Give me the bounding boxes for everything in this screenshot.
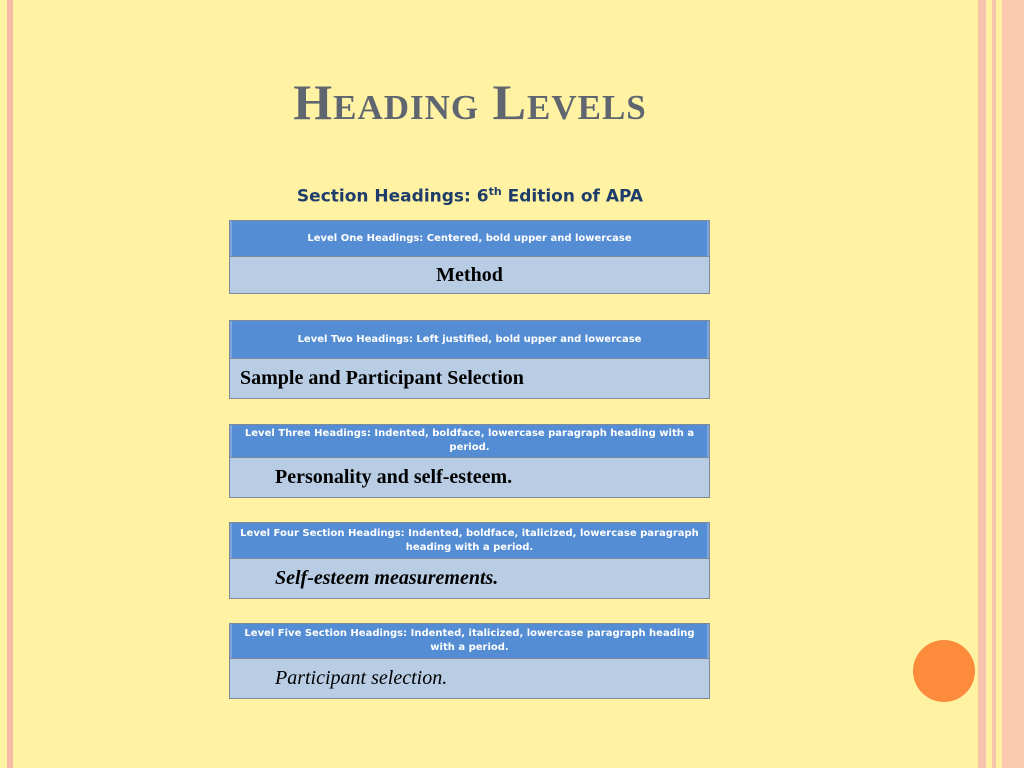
orange-circle-decoration [913,640,975,702]
subtitle-suffix: Edition of APA [501,186,644,207]
level-four-example: Self-esteem measurements. [230,558,709,598]
subtitle-prefix: Section Headings: 6 [296,186,489,207]
level-three-description: Level Three Headings: Indented, boldface, lowercase paragraph heading with a period. [230,425,709,457]
level-one-table [229,220,710,294]
level-two-table [229,320,710,399]
level-five-example: Participant selection. [230,658,709,698]
level-three-table [229,424,710,498]
subtitle-superscript: th [488,185,502,198]
level-four-table [229,522,710,599]
right-decorative-band [1002,0,1024,768]
level-one-example: Method [230,256,709,293]
level-three-example: Personality and self-esteem. [230,457,709,497]
level-four-description: Level Four Section Headings: Indented, boldface, italicized, lowercase paragraph heading with a period. [230,523,709,558]
right-decorative-stripe [978,0,986,768]
level-one-description: Level One Headings: Centered, bold upper and lowercase [230,221,709,256]
level-two-description: Level Two Headings: Left justified, bold upper and lowercase [230,321,709,358]
level-five-description: Level Five Section Headings: Indented, italicized, lowercase paragraph heading with a period. [230,624,709,658]
level-two-example: Sample and Participant Selection [230,358,709,398]
level-five-table [229,623,710,699]
slide-subtitle [0,178,940,211]
slide-title: Heading Levels [293,74,647,130]
